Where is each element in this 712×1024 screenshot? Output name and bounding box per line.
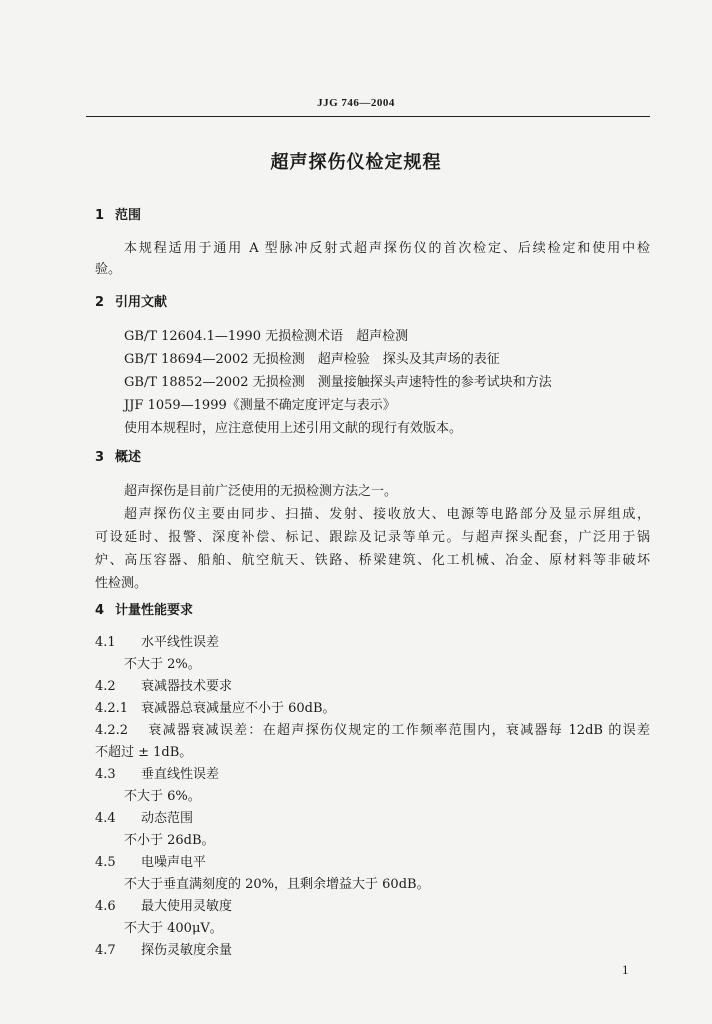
document-title: 超声探伤仪检定规程 (270, 152, 442, 173)
clause-4-4-heading (95, 811, 193, 827)
reference-item: GB/T 18852—2002 无损检测 测量接触探头声速特性的参考试块和方法 (124, 375, 552, 390)
section-1-number: 1 (95, 208, 105, 223)
reference-note: 使用本规程时，应注意使用上述引用文献的现行有效版本。 (124, 421, 463, 436)
section-3-number: 3 (95, 450, 105, 465)
clause-4-2-2-line-1 (95, 723, 650, 739)
clause-4-5-heading (95, 855, 206, 871)
section-3-para-2-line-2: 可设延时、报警、深度补偿、标记、跟踪及记录等单元。与超声探头配套，广泛用于锅 (95, 530, 650, 545)
clause-4-7-heading (95, 943, 232, 959)
clause-4-3-body: 不大于 6%。 (124, 789, 201, 804)
standard-code-header: JJG 746—2004 (317, 97, 395, 109)
clause-4-3-heading (95, 767, 219, 783)
clause-text: 衰减器衰减误差：在超声探伤仪规定的工作频率范围内，衰减器每 12dB 的误差 (147, 723, 650, 738)
reference-item: GB/T 12604.1—1990 无损检测术语 超声检测 (124, 329, 409, 344)
clause-number: 4.2.1 (95, 701, 129, 716)
clause-number: 4.7 (95, 943, 116, 958)
clause-4-2-2-line-2: 不超过 ± 1dB。 (95, 745, 193, 760)
section-3-heading (95, 450, 141, 466)
reference-item: JJF 1059—1999《测量不确定度评定与表示》 (124, 398, 396, 413)
section-4-heading (95, 603, 193, 619)
clause-number: 4.2 (95, 679, 116, 694)
page-number: 1 (622, 962, 629, 977)
clause-4-2-heading (95, 679, 232, 695)
section-3-para-2-line-4: 性检测。 (95, 576, 148, 591)
clause-4-1-heading (95, 635, 219, 651)
clause-title: 垂直线性误差 (141, 767, 220, 782)
clause-4-1-body: 不大于 2%。 (124, 657, 201, 672)
clause-4-5-body: 不大于垂直满刻度的 20%，且剩余增益大于 60dB。 (124, 877, 430, 892)
clause-title: 电噪声电平 (141, 855, 207, 870)
clause-title: 动态范围 (141, 811, 194, 826)
clause-title: 探伤灵敏度余量 (141, 943, 233, 958)
section-3-para-1: 超声探伤是目前广泛使用的无损检测方法之一。 (124, 484, 398, 499)
clause-title: 最大使用灵敏度 (141, 899, 233, 914)
section-1-para-line-1: 本规程适用于通用 A 型脉冲反射式超声探伤仪的首次检定、后续检定和使用中检 (124, 241, 650, 256)
section-3-para-2-line-1: 超声探伤仪主要由同步、扫描、发射、接收放大、电源等电路部分及显示屏组成， (124, 507, 650, 522)
clause-text: 衰减器总衰减量应不小于 60dB。 (141, 701, 336, 716)
section-3-para-2-line-3: 炉、高压容器、船舶、航空航天、铁路、桥梁建筑、化工机械、冶金、原材料等非破坏 (95, 553, 650, 568)
clause-number: 4.1 (95, 635, 116, 650)
section-4-number: 4 (95, 603, 105, 618)
section-2-title: 引用文献 (115, 295, 168, 310)
clause-4-2-1 (95, 701, 336, 717)
clause-number: 4.3 (95, 767, 116, 782)
section-3-title: 概述 (115, 450, 142, 465)
section-4-title: 计量性能要求 (115, 603, 194, 618)
section-2-heading (95, 295, 167, 311)
section-2-number: 2 (95, 295, 105, 310)
clause-title: 水平线性误差 (141, 635, 220, 650)
section-1-para-line-2: 验。 (95, 262, 122, 277)
clause-number: 4.4 (95, 811, 116, 826)
clause-4-6-heading (95, 899, 232, 915)
section-1-heading (95, 208, 141, 224)
header-rule (86, 116, 650, 117)
clause-number: 4.2.2 (95, 723, 129, 738)
clause-title: 衰减器技术要求 (141, 679, 233, 694)
clause-number: 4.5 (95, 855, 116, 870)
clause-4-6-body: 不大于 400μV。 (124, 921, 223, 936)
clause-number: 4.6 (95, 899, 116, 914)
section-1-title: 范围 (115, 208, 142, 223)
reference-item: GB/T 18694—2002 无损检测 超声检验 探头及其声场的表征 (124, 352, 500, 367)
clause-4-4-body: 不小于 26dB。 (124, 833, 215, 848)
